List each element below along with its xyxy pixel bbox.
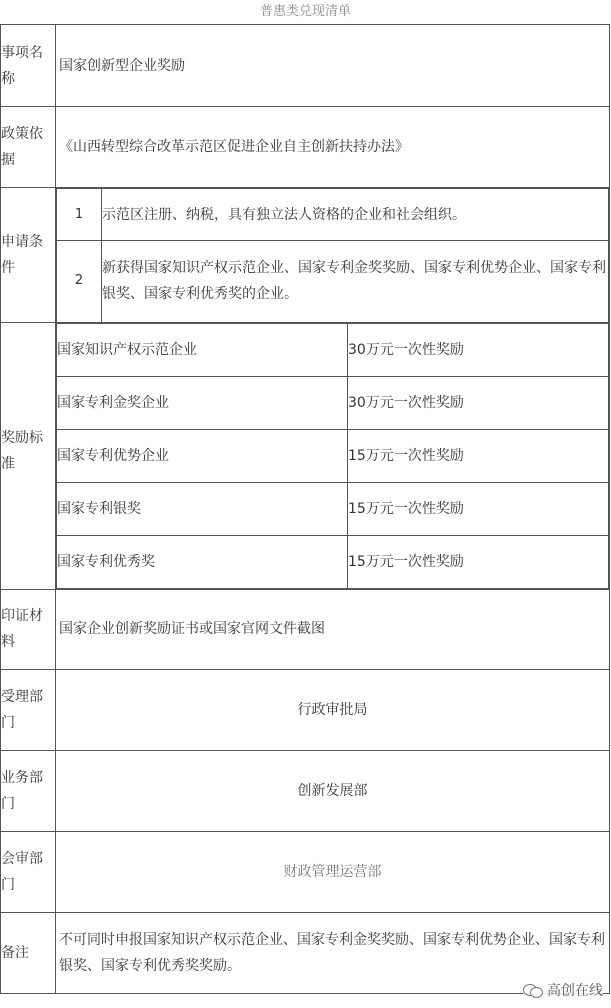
- row-item-name: [1, 25, 610, 107]
- row-materials: [1, 589, 610, 669]
- standard-name: 国家知识产权示范企业: [57, 323, 348, 376]
- label-standard: 奖励标准: [1, 322, 56, 589]
- label-remarks: 备注: [1, 912, 56, 993]
- condition-text: 新获得国家知识产权示范企业、国家专利金奖奖励、国家专利优势企业、国家专利银奖、国家专利优秀奖的企业。: [102, 241, 609, 322]
- label-accept-dept: 受理部门: [1, 669, 56, 750]
- policy-table: [0, 24, 610, 994]
- row-business-dept: [1, 750, 610, 831]
- standard-name: 国家专利优秀奖: [57, 535, 348, 588]
- watermark-text: 高创在线: [547, 983, 603, 999]
- table-row: [57, 535, 609, 588]
- condition-text: 示范区注册、纳税，具有独立法人资格的企业和社会组织。: [102, 189, 609, 241]
- table-row: [57, 429, 609, 482]
- list-item: [57, 189, 609, 241]
- watermark: [523, 980, 603, 1000]
- row-conditions: [1, 188, 610, 323]
- label-policy-basis: 政策依据: [1, 107, 56, 188]
- row-accept-dept: [1, 669, 610, 750]
- row-review-dept: [1, 831, 610, 912]
- standard-name: 国家专利优势企业: [57, 429, 348, 482]
- value-policy-basis: 《山西转型综合改革示范区促进企业自主创新扶持办法》: [56, 107, 610, 188]
- standard-amount: 15万元一次性奖励: [348, 482, 609, 535]
- row-remarks: [1, 912, 610, 993]
- table-row: [57, 376, 609, 429]
- label-conditions: 申请条件: [1, 188, 56, 323]
- label-review-dept: 会审部门: [1, 831, 56, 912]
- row-policy-basis: [1, 107, 610, 188]
- standard-amount: 15万元一次性奖励: [348, 535, 609, 588]
- wechat-icon: [523, 982, 543, 998]
- conditions-list: [56, 188, 609, 322]
- table-row: [57, 482, 609, 535]
- value-business-dept: 创新发展部: [56, 750, 610, 831]
- condition-index: 1: [57, 189, 102, 241]
- value-item-name: 国家创新型企业奖励: [56, 25, 610, 107]
- value-remarks: 不可同时申报国家知识产权示范企业、国家专利金奖奖励、国家专利优势企业、国家专利银奖、国家专利优秀奖奖励。: [56, 912, 610, 993]
- standard-name: 国家专利银奖: [57, 482, 348, 535]
- value-accept-dept: 行政审批局: [56, 669, 610, 750]
- table-row: [57, 323, 609, 376]
- standard-list: [56, 323, 609, 589]
- standard-amount: 15万元一次性奖励: [348, 429, 609, 482]
- list-item: [57, 241, 609, 322]
- standard-name: 国家专利金奖企业: [57, 376, 348, 429]
- standard-amount: 30万元一次性奖励: [348, 376, 609, 429]
- value-materials: 国家企业创新奖励证书或国家官网文件截图: [56, 589, 610, 669]
- label-business-dept: 业务部门: [1, 750, 56, 831]
- row-standard: [1, 322, 610, 589]
- label-item-name: 事项名称: [1, 25, 56, 107]
- standard-amount: 30万元一次性奖励: [348, 323, 609, 376]
- label-materials: 印证材料: [1, 589, 56, 669]
- condition-index: 2: [57, 241, 102, 322]
- table-caption: 普惠类兑现清单: [259, 4, 351, 19]
- value-review-dept: 财政管理运营部: [56, 831, 610, 912]
